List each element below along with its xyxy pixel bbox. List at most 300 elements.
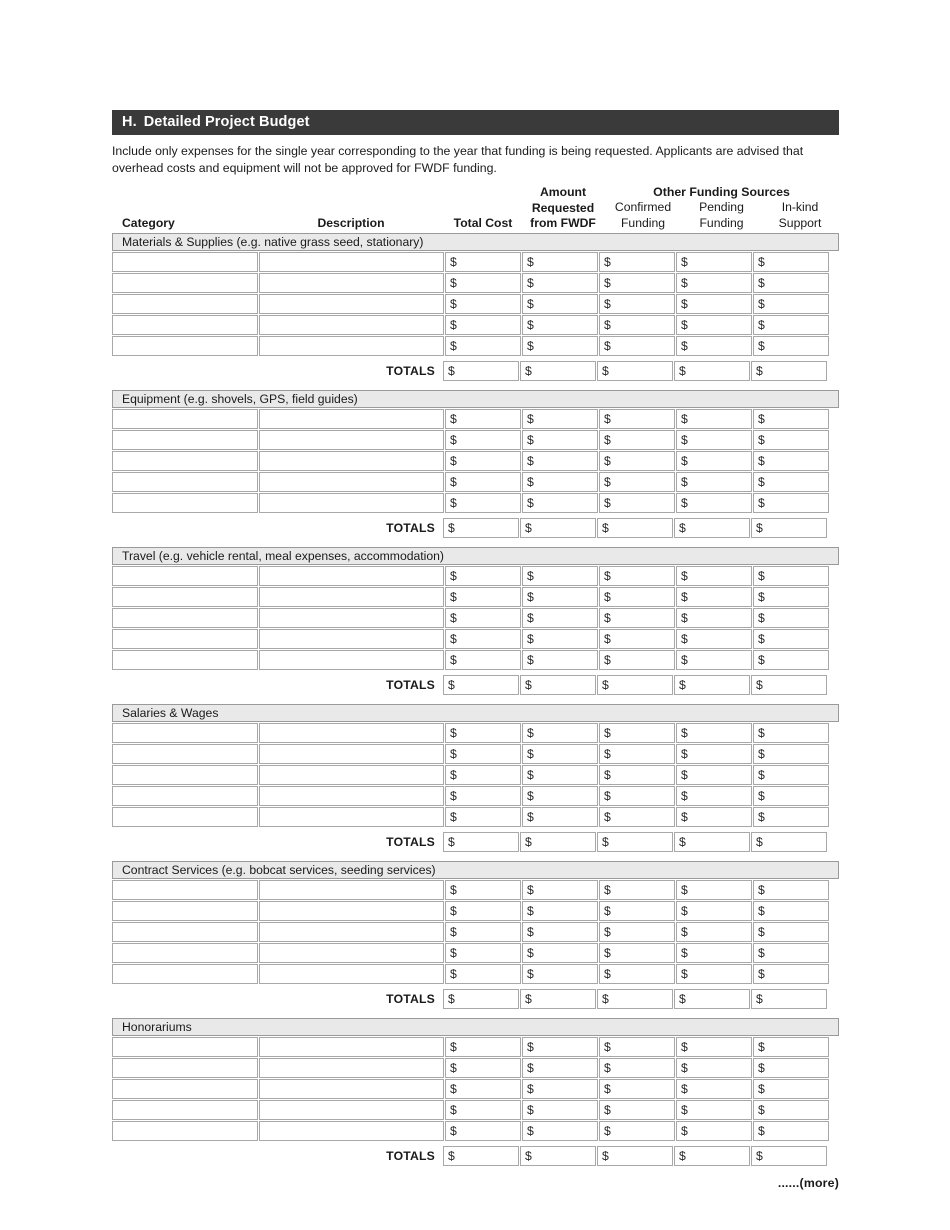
budget-table: [112, 233, 839, 1166]
amount-requested-input[interactable]: $: [522, 294, 598, 314]
pending-funding-input[interactable]: $: [676, 273, 752, 293]
category-input[interactable]: [112, 744, 258, 764]
confirmed-funding-input[interactable]: $: [599, 336, 675, 356]
total-cost-input[interactable]: $: [445, 587, 521, 607]
description-input[interactable]: [259, 786, 444, 806]
confirmed-funding-input[interactable]: $: [599, 786, 675, 806]
totals-confirmed-funding-input[interactable]: $: [597, 675, 673, 695]
amount-requested-input[interactable]: $: [522, 943, 598, 963]
totals-row: [112, 675, 839, 695]
amount-requested-input[interactable]: $: [522, 566, 598, 586]
inkind-support-input[interactable]: $: [753, 1058, 829, 1078]
category-input[interactable]: [112, 1058, 258, 1078]
totals-pending-funding-input[interactable]: $: [674, 832, 750, 852]
table-row: [112, 964, 839, 984]
category-input[interactable]: [112, 252, 258, 272]
category-input[interactable]: [112, 964, 258, 984]
inkind-support-input[interactable]: $: [753, 273, 829, 293]
totals-amount-requested-input[interactable]: $: [520, 832, 596, 852]
header-amount-line2: Requested: [531, 200, 595, 215]
total-cost-input[interactable]: $: [445, 922, 521, 942]
amount-requested-input[interactable]: $: [522, 807, 598, 827]
pending-funding-input[interactable]: $: [676, 315, 752, 335]
amount-requested-input[interactable]: $: [522, 650, 598, 670]
description-input[interactable]: [259, 587, 444, 607]
totals-confirmed-funding-input[interactable]: $: [597, 518, 673, 538]
header-total-cost: Total Cost: [453, 216, 513, 230]
description-input[interactable]: [259, 430, 444, 450]
description-input[interactable]: [259, 451, 444, 471]
inkind-support-input[interactable]: $: [753, 629, 829, 649]
total-cost-input[interactable]: $: [445, 1037, 521, 1057]
confirmed-funding-input[interactable]: $: [599, 252, 675, 272]
confirmed-funding-input[interactable]: $: [599, 807, 675, 827]
category-input[interactable]: [112, 493, 258, 513]
amount-requested-input[interactable]: $: [522, 493, 598, 513]
total-cost-input[interactable]: $: [445, 1100, 521, 1120]
total-cost-input[interactable]: $: [445, 566, 521, 586]
amount-requested-input[interactable]: $: [522, 1058, 598, 1078]
amount-requested-input[interactable]: $: [522, 608, 598, 628]
pending-funding-input[interactable]: $: [676, 964, 752, 984]
inkind-support-input[interactable]: $: [753, 1037, 829, 1057]
category-input[interactable]: [112, 336, 258, 356]
pending-funding-input[interactable]: $: [676, 765, 752, 785]
total-cost-input[interactable]: $: [445, 943, 521, 963]
confirmed-funding-input[interactable]: $: [599, 273, 675, 293]
category-input[interactable]: [112, 650, 258, 670]
amount-requested-input[interactable]: $: [522, 409, 598, 429]
totals-inkind-support-input[interactable]: $: [751, 832, 827, 852]
totals-inkind-support-input[interactable]: $: [751, 1146, 827, 1166]
category-input[interactable]: [112, 901, 258, 921]
description-input[interactable]: [259, 880, 444, 900]
total-cost-input[interactable]: $: [445, 650, 521, 670]
category-input[interactable]: [112, 880, 258, 900]
header-confirmed-line1: Confirmed: [614, 200, 672, 214]
confirmed-funding-input[interactable]: $: [599, 608, 675, 628]
table-row: [112, 1100, 839, 1120]
totals-amount-requested-input[interactable]: $: [520, 361, 596, 381]
table-row: [112, 1058, 839, 1078]
totals-pending-funding-input[interactable]: $: [674, 518, 750, 538]
total-cost-input[interactable]: $: [445, 1079, 521, 1099]
totals-inkind-support-input[interactable]: $: [751, 675, 827, 695]
amount-requested-input[interactable]: $: [522, 336, 598, 356]
totals-confirmed-funding-input[interactable]: $: [597, 1146, 673, 1166]
description-input[interactable]: [259, 744, 444, 764]
totals-inkind-support-input[interactable]: $: [751, 361, 827, 381]
confirmed-funding-input[interactable]: $: [599, 315, 675, 335]
pending-funding-input[interactable]: $: [676, 451, 752, 471]
category-input[interactable]: [112, 587, 258, 607]
header-description: Description: [317, 216, 385, 230]
amount-requested-input[interactable]: $: [522, 1121, 598, 1141]
confirmed-funding-input[interactable]: $: [599, 587, 675, 607]
totals-total-cost-input[interactable]: $: [443, 675, 519, 695]
table-row: [112, 744, 839, 764]
totals-amount-requested-input[interactable]: $: [520, 518, 596, 538]
total-cost-input[interactable]: $: [445, 273, 521, 293]
confirmed-funding-input[interactable]: $: [599, 472, 675, 492]
confirmed-funding-input[interactable]: $: [599, 430, 675, 450]
header-inkind-line2: Support: [778, 215, 822, 230]
inkind-support-input[interactable]: $: [753, 315, 829, 335]
table-row: [112, 472, 839, 492]
amount-requested-input[interactable]: $: [522, 744, 598, 764]
amount-requested-input[interactable]: $: [522, 315, 598, 335]
totals-inkind-support-input[interactable]: $: [751, 989, 827, 1009]
confirmed-funding-input[interactable]: $: [599, 1100, 675, 1120]
total-cost-input[interactable]: $: [445, 807, 521, 827]
confirmed-funding-input[interactable]: $: [599, 409, 675, 429]
category-input[interactable]: [112, 273, 258, 293]
pending-funding-input[interactable]: $: [676, 723, 752, 743]
description-input[interactable]: [259, 472, 444, 492]
section-title: Detailed Project Budget: [143, 114, 310, 130]
total-cost-input[interactable]: $: [445, 430, 521, 450]
description-input[interactable]: [259, 493, 444, 513]
confirmed-funding-input[interactable]: $: [599, 943, 675, 963]
category-input[interactable]: [112, 294, 258, 314]
pending-funding-input[interactable]: $: [676, 409, 752, 429]
budget-category-strip: Travel (e.g. vehicle rental, meal expenses, accommodation): [112, 547, 839, 565]
description-input[interactable]: [259, 1079, 444, 1099]
total-cost-input[interactable]: $: [445, 315, 521, 335]
amount-requested-input[interactable]: $: [522, 786, 598, 806]
amount-requested-input[interactable]: $: [522, 922, 598, 942]
table-row: [112, 451, 839, 471]
table-row: [112, 273, 839, 293]
amount-requested-input[interactable]: $: [522, 587, 598, 607]
inkind-support-input[interactable]: $: [753, 587, 829, 607]
header-confirmed-line2: Funding: [620, 215, 666, 230]
header-inkind-support: [761, 200, 839, 231]
category-input[interactable]: [112, 1100, 258, 1120]
inkind-support-input[interactable]: $: [753, 723, 829, 743]
total-cost-input[interactable]: $: [445, 723, 521, 743]
inkind-support-input[interactable]: $: [753, 901, 829, 921]
inkind-support-input[interactable]: $: [753, 336, 829, 356]
category-input[interactable]: [112, 1079, 258, 1099]
category-input[interactable]: [112, 765, 258, 785]
totals-amount-requested-input[interactable]: $: [520, 989, 596, 1009]
budget-category-strip: Contract Services (e.g. bobcat services, seeding services): [112, 861, 839, 879]
description-input[interactable]: [259, 566, 444, 586]
section-letter: H.: [122, 114, 137, 130]
description-input[interactable]: [259, 1100, 444, 1120]
pending-funding-input[interactable]: $: [676, 336, 752, 356]
amount-requested-input[interactable]: $: [522, 472, 598, 492]
totals-pending-funding-input[interactable]: $: [674, 989, 750, 1009]
table-row: [112, 294, 839, 314]
total-cost-input[interactable]: $: [445, 744, 521, 764]
category-input[interactable]: [112, 430, 258, 450]
totals-amount-requested-input[interactable]: $: [520, 675, 596, 695]
pending-funding-input[interactable]: $: [676, 493, 752, 513]
confirmed-funding-input[interactable]: $: [599, 901, 675, 921]
total-cost-input[interactable]: $: [445, 608, 521, 628]
pending-funding-input[interactable]: $: [676, 1100, 752, 1120]
total-cost-input[interactable]: $: [445, 1058, 521, 1078]
description-input[interactable]: [259, 1058, 444, 1078]
pending-funding-input[interactable]: $: [676, 880, 752, 900]
inkind-support-input[interactable]: $: [753, 451, 829, 471]
confirmed-funding-input[interactable]: $: [599, 629, 675, 649]
totals-amount-requested-input[interactable]: $: [520, 1146, 596, 1166]
total-cost-input[interactable]: $: [445, 1121, 521, 1141]
total-cost-input[interactable]: $: [445, 294, 521, 314]
total-cost-input[interactable]: $: [445, 493, 521, 513]
category-input[interactable]: [112, 472, 258, 492]
totals-total-cost-input[interactable]: $: [443, 518, 519, 538]
description-input[interactable]: [259, 336, 444, 356]
header-inkind-line1: In-kind: [781, 200, 819, 214]
inkind-support-input[interactable]: $: [753, 1079, 829, 1099]
description-input[interactable]: [259, 252, 444, 272]
table-row: [112, 1079, 839, 1099]
total-cost-input[interactable]: $: [445, 964, 521, 984]
inkind-support-input[interactable]: $: [753, 430, 829, 450]
pending-funding-input[interactable]: $: [676, 430, 752, 450]
description-input[interactable]: [259, 1121, 444, 1141]
inkind-support-input[interactable]: $: [753, 765, 829, 785]
description-input[interactable]: [259, 901, 444, 921]
total-cost-input[interactable]: $: [445, 336, 521, 356]
section-header-banner: [112, 110, 839, 135]
inkind-support-input[interactable]: $: [753, 409, 829, 429]
table-row: [112, 880, 839, 900]
category-input[interactable]: [112, 315, 258, 335]
category-input[interactable]: [112, 786, 258, 806]
inkind-support-input[interactable]: $: [753, 1121, 829, 1141]
confirmed-funding-input[interactable]: $: [599, 1079, 675, 1099]
category-input[interactable]: [112, 1037, 258, 1057]
pending-funding-input[interactable]: $: [676, 901, 752, 921]
inkind-support-input[interactable]: $: [753, 964, 829, 984]
description-input[interactable]: [259, 294, 444, 314]
totals-row: [112, 1146, 839, 1166]
header-pending-funding: [682, 200, 761, 231]
description-input[interactable]: [259, 315, 444, 335]
table-row: [112, 650, 839, 670]
totals-pending-funding-input[interactable]: $: [674, 675, 750, 695]
inkind-support-input[interactable]: $: [753, 1100, 829, 1120]
table-row: [112, 336, 839, 356]
table-row: [112, 629, 839, 649]
category-input[interactable]: [112, 608, 258, 628]
pending-funding-input[interactable]: $: [676, 1121, 752, 1141]
amount-requested-input[interactable]: $: [522, 629, 598, 649]
totals-row: [112, 832, 839, 852]
description-input[interactable]: [259, 409, 444, 429]
amount-requested-input[interactable]: $: [522, 273, 598, 293]
totals-total-cost-input[interactable]: $: [443, 832, 519, 852]
description-input[interactable]: [259, 964, 444, 984]
description-input[interactable]: [259, 629, 444, 649]
confirmed-funding-input[interactable]: $: [599, 1121, 675, 1141]
totals-total-cost-input[interactable]: $: [443, 989, 519, 1009]
totals-confirmed-funding-input[interactable]: $: [597, 989, 673, 1009]
header-category: Category: [122, 216, 175, 230]
pending-funding-input[interactable]: $: [676, 587, 752, 607]
table-row: [112, 922, 839, 942]
inkind-support-input[interactable]: $: [753, 943, 829, 963]
pending-funding-input[interactable]: $: [676, 650, 752, 670]
confirmed-funding-input[interactable]: $: [599, 1058, 675, 1078]
table-row: [112, 252, 839, 272]
pending-funding-input[interactable]: $: [676, 922, 752, 942]
totals-pending-funding-input[interactable]: $: [674, 1146, 750, 1166]
description-input[interactable]: [259, 922, 444, 942]
amount-requested-input[interactable]: $: [522, 880, 598, 900]
confirmed-funding-input[interactable]: $: [599, 964, 675, 984]
description-input[interactable]: [259, 650, 444, 670]
header-amount-line1: Amount: [539, 185, 587, 199]
table-row: [112, 943, 839, 963]
column-headers: [112, 185, 839, 233]
description-input[interactable]: [259, 273, 444, 293]
pending-funding-input[interactable]: $: [676, 252, 752, 272]
total-cost-input[interactable]: $: [445, 409, 521, 429]
total-cost-input[interactable]: $: [445, 252, 521, 272]
totals-total-cost-input[interactable]: $: [443, 361, 519, 381]
total-cost-input[interactable]: $: [445, 786, 521, 806]
pending-funding-input[interactable]: $: [676, 1058, 752, 1078]
inkind-support-input[interactable]: $: [753, 880, 829, 900]
total-cost-input[interactable]: $: [445, 472, 521, 492]
pending-funding-input[interactable]: $: [676, 472, 752, 492]
table-row: [112, 807, 839, 827]
pending-funding-input[interactable]: $: [676, 943, 752, 963]
totals-inkind-support-input[interactable]: $: [751, 518, 827, 538]
inkind-support-input[interactable]: $: [753, 608, 829, 628]
description-input[interactable]: [259, 807, 444, 827]
confirmed-funding-input[interactable]: $: [599, 723, 675, 743]
inkind-support-input[interactable]: $: [753, 252, 829, 272]
total-cost-input[interactable]: $: [445, 901, 521, 921]
table-row: [112, 493, 839, 513]
pending-funding-input[interactable]: $: [676, 744, 752, 764]
amount-requested-input[interactable]: $: [522, 964, 598, 984]
header-amount-requested: [522, 185, 604, 232]
confirmed-funding-input[interactable]: $: [599, 294, 675, 314]
pending-funding-input[interactable]: $: [676, 566, 752, 586]
inkind-support-input[interactable]: $: [753, 807, 829, 827]
table-row: [112, 901, 839, 921]
total-cost-input[interactable]: $: [445, 880, 521, 900]
totals-pending-funding-input[interactable]: $: [674, 361, 750, 381]
header-amount-line3: from FWDF: [530, 216, 596, 230]
total-cost-input[interactable]: $: [445, 765, 521, 785]
description-input[interactable]: [259, 723, 444, 743]
table-row: [112, 786, 839, 806]
header-pending-line1: Pending: [699, 200, 744, 214]
confirmed-funding-input[interactable]: $: [599, 1037, 675, 1057]
category-input[interactable]: [112, 943, 258, 963]
inkind-support-input[interactable]: $: [753, 566, 829, 586]
amount-requested-input[interactable]: $: [522, 1037, 598, 1057]
category-input[interactable]: [112, 922, 258, 942]
amount-requested-input[interactable]: $: [522, 1100, 598, 1120]
totals-label: TOTALS: [386, 521, 435, 535]
description-input[interactable]: [259, 765, 444, 785]
amount-requested-input[interactable]: $: [522, 451, 598, 471]
amount-requested-input[interactable]: $: [522, 901, 598, 921]
budget-category-strip: Salaries & Wages: [112, 704, 839, 722]
totals-confirmed-funding-input[interactable]: $: [597, 832, 673, 852]
description-input[interactable]: [259, 608, 444, 628]
budget-category-strip: Honorariums: [112, 1018, 839, 1036]
table-row: [112, 1121, 839, 1141]
inkind-support-input[interactable]: $: [753, 472, 829, 492]
inkind-support-input[interactable]: $: [753, 922, 829, 942]
amount-requested-input[interactable]: $: [522, 723, 598, 743]
pending-funding-input[interactable]: $: [676, 629, 752, 649]
pending-funding-input[interactable]: $: [676, 1037, 752, 1057]
confirmed-funding-input[interactable]: $: [599, 880, 675, 900]
pending-funding-input[interactable]: $: [676, 807, 752, 827]
totals-label: TOTALS: [386, 364, 435, 378]
confirmed-funding-input[interactable]: $: [599, 451, 675, 471]
category-input[interactable]: [112, 451, 258, 471]
totals-label: TOTALS: [386, 992, 435, 1006]
amount-requested-input[interactable]: $: [522, 430, 598, 450]
inkind-support-input[interactable]: $: [753, 294, 829, 314]
inkind-support-input[interactable]: $: [753, 786, 829, 806]
pending-funding-input[interactable]: $: [676, 786, 752, 806]
amount-requested-input[interactable]: $: [522, 1079, 598, 1099]
table-row: [112, 723, 839, 743]
total-cost-input[interactable]: $: [445, 629, 521, 649]
confirmed-funding-input[interactable]: $: [599, 922, 675, 942]
category-input[interactable]: [112, 409, 258, 429]
category-input[interactable]: [112, 1121, 258, 1141]
header-pending-line2: Funding: [699, 215, 744, 230]
description-input[interactable]: [259, 1037, 444, 1057]
confirmed-funding-input[interactable]: $: [599, 650, 675, 670]
table-row: [112, 409, 839, 429]
pending-funding-input[interactable]: $: [676, 1079, 752, 1099]
category-input[interactable]: [112, 723, 258, 743]
pending-funding-input[interactable]: $: [676, 294, 752, 314]
confirmed-funding-input[interactable]: $: [599, 744, 675, 764]
description-input[interactable]: [259, 943, 444, 963]
category-input[interactable]: [112, 629, 258, 649]
amount-requested-input[interactable]: $: [522, 765, 598, 785]
inkind-support-input[interactable]: $: [753, 744, 829, 764]
table-row: [112, 587, 839, 607]
table-row: [112, 765, 839, 785]
category-input[interactable]: [112, 807, 258, 827]
table-row: [112, 430, 839, 450]
inkind-support-input[interactable]: $: [753, 493, 829, 513]
section-instructions: Include only expenses for the single year corresponding to the year that funding is being requested. Applicants are advised that overhead costs and equipment will not be approved for FWDF funding.: [112, 144, 804, 175]
amount-requested-input[interactable]: $: [522, 252, 598, 272]
confirmed-funding-input[interactable]: $: [599, 765, 675, 785]
category-input[interactable]: [112, 566, 258, 586]
confirmed-funding-input[interactable]: $: [599, 493, 675, 513]
totals-total-cost-input[interactable]: $: [443, 1146, 519, 1166]
pending-funding-input[interactable]: $: [676, 608, 752, 628]
confirmed-funding-input[interactable]: $: [599, 566, 675, 586]
total-cost-input[interactable]: $: [445, 451, 521, 471]
totals-label: TOTALS: [386, 835, 435, 849]
inkind-support-input[interactable]: $: [753, 650, 829, 670]
budget-category-strip: Equipment (e.g. shovels, GPS, field guides): [112, 390, 839, 408]
totals-label: TOTALS: [386, 1149, 435, 1163]
totals-confirmed-funding-input[interactable]: $: [597, 361, 673, 381]
